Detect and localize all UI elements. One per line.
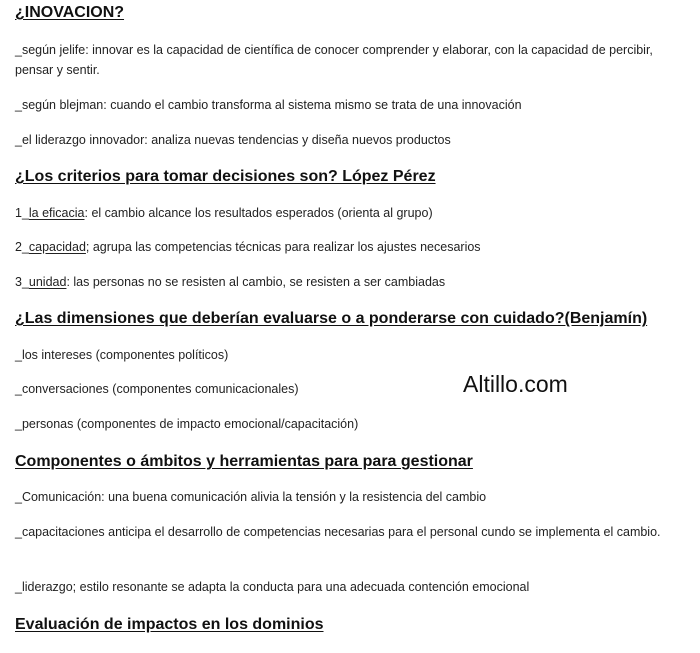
innovation-definition-jelife: _según jelife: innovar es la capacidad de científica de conocer comprender y elaborar, con la capacidad de percibir, pensar y sentir. [15,43,653,77]
innovation-definition-blejman: _según blejman: cuando el cambio transforma al sistema mismo se trata de una innovación [15,98,522,112]
heading-evaluation: Evaluación de impactos en los dominios [15,616,324,633]
heading-innovation: ¿INOVACION? [15,4,125,21]
criteria-item [15,272,445,292]
component-item: _liderazgo; estilo resonante se adapta la conducta para una adecuada contención emocional [15,580,530,594]
watermark-text: Altillo.com [463,371,568,397]
dimension-item: _los intereses (componentes políticos) [15,348,229,362]
heading-dimensions: ¿Las dimensiones que deberían evaluarse o a ponderarse con cuidado?(Benjamín) [15,310,648,327]
innovation-leadership: _el liderazgo innovador: analiza nuevas tendencias y diseña nuevos productos [15,133,451,147]
dimension-item: _personas (componentes de impacto emocional/capacitación) [15,417,359,431]
criteria-item-term: capacidad [28,240,86,254]
heading-components: Componentes o ámbitos y herramientas para para gestionar [15,453,473,470]
criteria-item-prefix: 3_ [15,275,29,289]
criteria-item-prefix: 1_ [15,206,29,220]
criteria-item [15,203,433,223]
criteria-item-term: la eficacia [28,206,85,220]
criteria-item [15,237,481,257]
component-item: _capacitaciones anticipa el desarrollo de competencias necesarias para el personal cundo se implementa el cambio. [15,525,661,539]
dimension-item: _conversaciones (componentes comunicacionales) [15,382,299,396]
criteria-item-text: ; agrupa las competencias técnicas para realizar los ajustes necesarios [85,240,481,254]
criteria-item-text: : el cambio alcance los resultados esperados (orienta al grupo) [84,206,433,220]
criteria-item-term: unidad [28,275,67,289]
heading-criteria: ¿Los criterios para tomar decisiones son? López Pérez [15,168,436,185]
criteria-item-prefix: 2_ [15,240,29,254]
component-item: _Comunicación: una buena comunicación alivia la tensión y la resistencia del cambio [15,490,487,504]
criteria-item-text: : las personas no se resisten al cambio, se resisten a ser cambiadas [66,275,446,289]
